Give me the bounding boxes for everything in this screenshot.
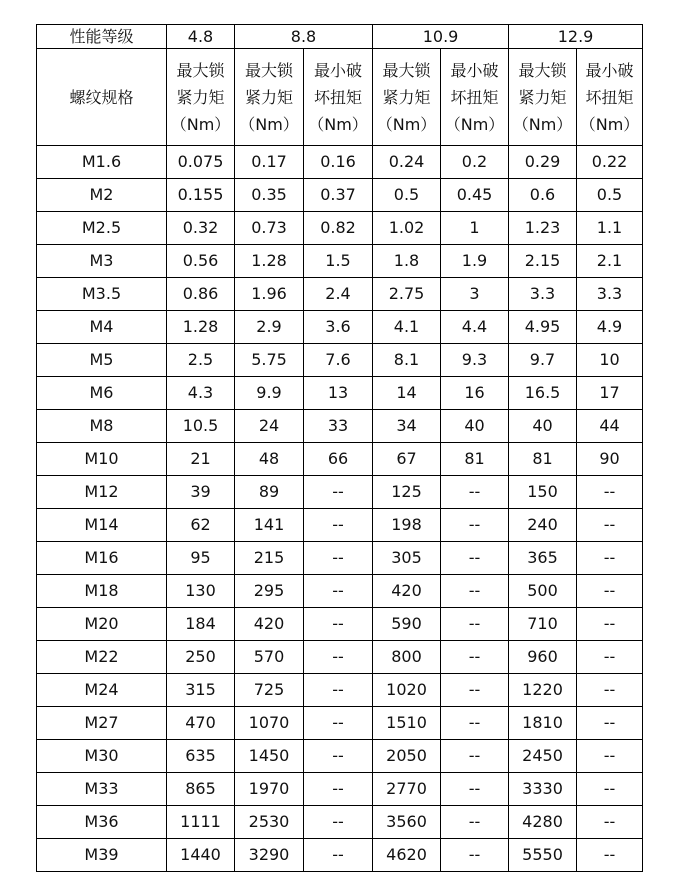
grade-12-9-break-cell: 3.3 xyxy=(577,278,643,311)
grade-12-9-break-cell: -- xyxy=(577,773,643,806)
spec-cell: M36 xyxy=(37,806,167,839)
grade-12-9-lock-cell: 1220 xyxy=(509,674,577,707)
table-row xyxy=(37,707,643,740)
table-row xyxy=(37,146,643,179)
table-row xyxy=(37,773,643,806)
grade-12-9-break-cell: 4.9 xyxy=(577,311,643,344)
grade-10-9-lock-cell: 420 xyxy=(373,575,441,608)
grade-4-8-lock-cell: 635 xyxy=(167,740,235,773)
grade-10-9-lock-cell: 125 xyxy=(373,476,441,509)
table-row xyxy=(37,344,643,377)
spec-cell: M1.6 xyxy=(37,146,167,179)
grade-4-8-lock-cell: 1111 xyxy=(167,806,235,839)
grade-12-9-break-cell: 0.5 xyxy=(577,179,643,212)
grade-12-9-lock-cell: 1810 xyxy=(509,707,577,740)
grade-4-8-lock-cell: 1440 xyxy=(167,839,235,872)
grade-8-8-lock-cell: 5.75 xyxy=(235,344,304,377)
grade-10-9-break-cell: -- xyxy=(441,575,509,608)
grade-4-8-lock-cell: 39 xyxy=(167,476,235,509)
grade-12-9-lock-cell: 3330 xyxy=(509,773,577,806)
grade-10-9-lock-cell: 0.5 xyxy=(373,179,441,212)
grade-12-9-lock-cell: 1.23 xyxy=(509,212,577,245)
spec-cell: M27 xyxy=(37,707,167,740)
grade-10-9-break-cell: 40 xyxy=(441,410,509,443)
max-lock-header-10-9: 最大锁 紧力矩 （Nm） xyxy=(373,49,441,146)
table-row xyxy=(37,278,643,311)
grade-10-9-break-cell: 0.2 xyxy=(441,146,509,179)
grade-8-8-break-cell: -- xyxy=(304,674,373,707)
grade-12-9-break-cell: -- xyxy=(577,542,643,575)
grade-4-8-lock-cell: 0.56 xyxy=(167,245,235,278)
grade-10-9-break-cell: -- xyxy=(441,674,509,707)
spec-cell: M3 xyxy=(37,245,167,278)
grade-8-8-break-cell: -- xyxy=(304,707,373,740)
grade-8-8-break-cell: -- xyxy=(304,608,373,641)
grade-10-9-break-cell: -- xyxy=(441,608,509,641)
table-row xyxy=(37,443,643,476)
grade-4-8-lock-cell: 0.155 xyxy=(167,179,235,212)
grade-12-9-lock-cell: 150 xyxy=(509,476,577,509)
grade-10-9-lock-cell: 8.1 xyxy=(373,344,441,377)
grade-4-8-lock-cell: 62 xyxy=(167,509,235,542)
grade-4-8-lock-cell: 4.3 xyxy=(167,377,235,410)
table-row xyxy=(37,212,643,245)
grade-10-9-break-cell: -- xyxy=(441,641,509,674)
table-row xyxy=(37,608,643,641)
grade-8-8-break-cell: 0.16 xyxy=(304,146,373,179)
spec-cell: M2 xyxy=(37,179,167,212)
grade-8-8-lock-cell: 1.96 xyxy=(235,278,304,311)
grade-10-9-lock-cell: 14 xyxy=(373,377,441,410)
grade-12-9-lock-cell: 0.6 xyxy=(509,179,577,212)
table-row xyxy=(37,806,643,839)
grade-8-8-lock-cell: 9.9 xyxy=(235,377,304,410)
grade-12-9-lock-cell: 500 xyxy=(509,575,577,608)
grade-10-9-break-cell: -- xyxy=(441,509,509,542)
grade-10-9-lock-cell: 1.02 xyxy=(373,212,441,245)
spec-label: 螺纹规格 xyxy=(37,49,167,146)
grade-8-8-break-cell: 0.82 xyxy=(304,212,373,245)
grade-8-8-break-cell: -- xyxy=(304,806,373,839)
grade-12-9-break-cell: 0.22 xyxy=(577,146,643,179)
grade-12-9-lock-cell: 2450 xyxy=(509,740,577,773)
grade-12-9-break-cell: 2.1 xyxy=(577,245,643,278)
grade-8-8-lock-cell: 215 xyxy=(235,542,304,575)
grade-8-8-break-cell: 7.6 xyxy=(304,344,373,377)
grade-8-8: 8.8 xyxy=(235,25,373,49)
grade-8-8-break-cell: 3.6 xyxy=(304,311,373,344)
column-header-row xyxy=(37,49,643,146)
grade-8-8-lock-cell: 2530 xyxy=(235,806,304,839)
table-row xyxy=(37,476,643,509)
spec-cell: M4 xyxy=(37,311,167,344)
grade-10-9-lock-cell: 800 xyxy=(373,641,441,674)
grade-12-9-lock-cell: 16.5 xyxy=(509,377,577,410)
grade-10-9-break-cell: 4.4 xyxy=(441,311,509,344)
grade-10-9-break-cell: 1 xyxy=(441,212,509,245)
grade-10-9-lock-cell: 4.1 xyxy=(373,311,441,344)
grade-8-8-lock-cell: 1970 xyxy=(235,773,304,806)
grade-8-8-lock-cell: 141 xyxy=(235,509,304,542)
grade-8-8-lock-cell: 295 xyxy=(235,575,304,608)
grade-8-8-break-cell: 0.37 xyxy=(304,179,373,212)
grade-10-9-break-cell: 0.45 xyxy=(441,179,509,212)
grade-12-9-break-cell: 10 xyxy=(577,344,643,377)
grade-4-8: 4.8 xyxy=(167,25,235,49)
grade-10-9-break-cell: -- xyxy=(441,707,509,740)
grade-4-8-lock-cell: 10.5 xyxy=(167,410,235,443)
grade-12-9-break-cell: -- xyxy=(577,575,643,608)
grade-4-8-lock-cell: 21 xyxy=(167,443,235,476)
table-row xyxy=(37,641,643,674)
grade-8-8-break-cell: 2.4 xyxy=(304,278,373,311)
grade-8-8-lock-cell: 2.9 xyxy=(235,311,304,344)
grade-12-9-break-cell: 1.1 xyxy=(577,212,643,245)
grade-10-9-lock-cell: 590 xyxy=(373,608,441,641)
grade-12-9-break-cell: -- xyxy=(577,509,643,542)
grade-8-8-break-cell: -- xyxy=(304,476,373,509)
grade-12-9-break-cell: -- xyxy=(577,839,643,872)
grade-10-9-break-cell: 1.9 xyxy=(441,245,509,278)
grade-12-9-lock-cell: 710 xyxy=(509,608,577,641)
grade-8-8-lock-cell: 24 xyxy=(235,410,304,443)
spec-cell: M20 xyxy=(37,608,167,641)
grade-8-8-lock-cell: 0.17 xyxy=(235,146,304,179)
grade-10-9-lock-cell: 305 xyxy=(373,542,441,575)
grade-8-8-break-cell: -- xyxy=(304,575,373,608)
min-break-header-8-8: 最小破 坏扭矩 （Nm） xyxy=(304,49,373,146)
spec-cell: M30 xyxy=(37,740,167,773)
grade-12-9-break-cell: -- xyxy=(577,476,643,509)
spec-cell: M3.5 xyxy=(37,278,167,311)
grade-12-9-lock-cell: 3.3 xyxy=(509,278,577,311)
grade-8-8-lock-cell: 420 xyxy=(235,608,304,641)
grade-10-9-break-cell: -- xyxy=(441,476,509,509)
grade-4-8-lock-cell: 865 xyxy=(167,773,235,806)
grade-8-8-break-cell: -- xyxy=(304,542,373,575)
grade-10-9-lock-cell: 1020 xyxy=(373,674,441,707)
grade-10-9-break-cell: 3 xyxy=(441,278,509,311)
grade-12-9-break-cell: 17 xyxy=(577,377,643,410)
grade-12-9-lock-cell: 40 xyxy=(509,410,577,443)
grade-8-8-lock-cell: 0.35 xyxy=(235,179,304,212)
grade-10-9-lock-cell: 3560 xyxy=(373,806,441,839)
spec-cell: M39 xyxy=(37,839,167,872)
grade-12-9-break-cell: -- xyxy=(577,707,643,740)
spec-cell: M12 xyxy=(37,476,167,509)
grade-8-8-lock-cell: 0.73 xyxy=(235,212,304,245)
table-row xyxy=(37,377,643,410)
max-lock-header-4-8: 最大锁 紧力矩 （Nm） xyxy=(167,49,235,146)
grade-12-9-break-cell: -- xyxy=(577,608,643,641)
grade-8-8-break-cell: 66 xyxy=(304,443,373,476)
grade-8-8-lock-cell: 1.28 xyxy=(235,245,304,278)
spec-cell: M6 xyxy=(37,377,167,410)
grade-10-9-lock-cell: 4620 xyxy=(373,839,441,872)
grade-4-8-lock-cell: 315 xyxy=(167,674,235,707)
table-row xyxy=(37,410,643,443)
table-row xyxy=(37,542,643,575)
grade-4-8-lock-cell: 184 xyxy=(167,608,235,641)
grade-12-9-break-cell: -- xyxy=(577,674,643,707)
grade-10-9-lock-cell: 34 xyxy=(373,410,441,443)
grade-8-8-break-cell: -- xyxy=(304,641,373,674)
grade-10-9-lock-cell: 67 xyxy=(373,443,441,476)
grade-header-row xyxy=(37,25,643,49)
min-break-header-10-9: 最小破 坏扭矩 （Nm） xyxy=(441,49,509,146)
grade-10-9-break-cell: -- xyxy=(441,542,509,575)
grade-10-9-lock-cell: 2.75 xyxy=(373,278,441,311)
table-row xyxy=(37,245,643,278)
grade-10-9-lock-cell: 0.24 xyxy=(373,146,441,179)
grade-4-8-lock-cell: 130 xyxy=(167,575,235,608)
grade-10-9-break-cell: -- xyxy=(441,773,509,806)
table-row xyxy=(37,575,643,608)
grade-8-8-lock-cell: 570 xyxy=(235,641,304,674)
grade-8-8-break-cell: 33 xyxy=(304,410,373,443)
grade-4-8-lock-cell: 0.075 xyxy=(167,146,235,179)
grade-12-9-lock-cell: 4.95 xyxy=(509,311,577,344)
grade-12-9-lock-cell: 81 xyxy=(509,443,577,476)
grade-10-9-lock-cell: 198 xyxy=(373,509,441,542)
grade-label: 性能等级 xyxy=(37,25,167,49)
min-break-header-12-9: 最小破 坏扭矩 （Nm） xyxy=(577,49,643,146)
grade-12-9-break-cell: -- xyxy=(577,740,643,773)
grade-8-8-break-cell: 1.5 xyxy=(304,245,373,278)
grade-10-9-break-cell: -- xyxy=(441,806,509,839)
spec-cell: M33 xyxy=(37,773,167,806)
grade-10-9-lock-cell: 2770 xyxy=(373,773,441,806)
grade-12-9-break-cell: -- xyxy=(577,641,643,674)
grade-12-9: 12.9 xyxy=(509,25,643,49)
table-row xyxy=(37,311,643,344)
grade-8-8-lock-cell: 1450 xyxy=(235,740,304,773)
grade-10-9-break-cell: 16 xyxy=(441,377,509,410)
grade-12-9-lock-cell: 960 xyxy=(509,641,577,674)
grade-4-8-lock-cell: 95 xyxy=(167,542,235,575)
grade-4-8-lock-cell: 0.86 xyxy=(167,278,235,311)
table-row xyxy=(37,674,643,707)
grade-12-9-lock-cell: 240 xyxy=(509,509,577,542)
spec-cell: M18 xyxy=(37,575,167,608)
spec-cell: M24 xyxy=(37,674,167,707)
spec-cell: M16 xyxy=(37,542,167,575)
grade-12-9-lock-cell: 0.29 xyxy=(509,146,577,179)
grade-12-9-lock-cell: 9.7 xyxy=(509,344,577,377)
grade-8-8-break-cell: -- xyxy=(304,773,373,806)
spec-cell: M5 xyxy=(37,344,167,377)
grade-10-9-break-cell: 81 xyxy=(441,443,509,476)
spec-cell: M2.5 xyxy=(37,212,167,245)
grade-4-8-lock-cell: 250 xyxy=(167,641,235,674)
grade-4-8-lock-cell: 0.32 xyxy=(167,212,235,245)
grade-10-9-lock-cell: 1510 xyxy=(373,707,441,740)
grade-4-8-lock-cell: 1.28 xyxy=(167,311,235,344)
grade-8-8-lock-cell: 1070 xyxy=(235,707,304,740)
grade-12-9-lock-cell: 365 xyxy=(509,542,577,575)
grade-8-8-break-cell: 13 xyxy=(304,377,373,410)
table-row xyxy=(37,740,643,773)
grade-10-9-lock-cell: 2050 xyxy=(373,740,441,773)
grade-12-9-break-cell: 44 xyxy=(577,410,643,443)
grade-10-9: 10.9 xyxy=(373,25,509,49)
max-lock-header-8-8: 最大锁 紧力矩 （Nm） xyxy=(235,49,304,146)
spec-cell: M10 xyxy=(37,443,167,476)
spec-cell: M8 xyxy=(37,410,167,443)
grade-8-8-lock-cell: 725 xyxy=(235,674,304,707)
grade-10-9-break-cell: 9.3 xyxy=(441,344,509,377)
grade-8-8-break-cell: -- xyxy=(304,740,373,773)
max-lock-header-12-9: 最大锁 紧力矩 （Nm） xyxy=(509,49,577,146)
grade-10-9-break-cell: -- xyxy=(441,839,509,872)
spec-cell: M14 xyxy=(37,509,167,542)
grade-12-9-lock-cell: 4280 xyxy=(509,806,577,839)
grade-8-8-lock-cell: 3290 xyxy=(235,839,304,872)
grade-8-8-lock-cell: 48 xyxy=(235,443,304,476)
grade-12-9-lock-cell: 2.15 xyxy=(509,245,577,278)
grade-4-8-lock-cell: 2.5 xyxy=(167,344,235,377)
grade-8-8-lock-cell: 89 xyxy=(235,476,304,509)
torque-table xyxy=(36,24,643,872)
grade-4-8-lock-cell: 470 xyxy=(167,707,235,740)
grade-10-9-break-cell: -- xyxy=(441,740,509,773)
table-row xyxy=(37,509,643,542)
grade-10-9-lock-cell: 1.8 xyxy=(373,245,441,278)
grade-12-9-break-cell: -- xyxy=(577,806,643,839)
grade-12-9-break-cell: 90 xyxy=(577,443,643,476)
grade-12-9-lock-cell: 5550 xyxy=(509,839,577,872)
spec-cell: M22 xyxy=(37,641,167,674)
grade-8-8-break-cell: -- xyxy=(304,839,373,872)
table-row xyxy=(37,179,643,212)
table-row xyxy=(37,839,643,872)
grade-8-8-break-cell: -- xyxy=(304,509,373,542)
